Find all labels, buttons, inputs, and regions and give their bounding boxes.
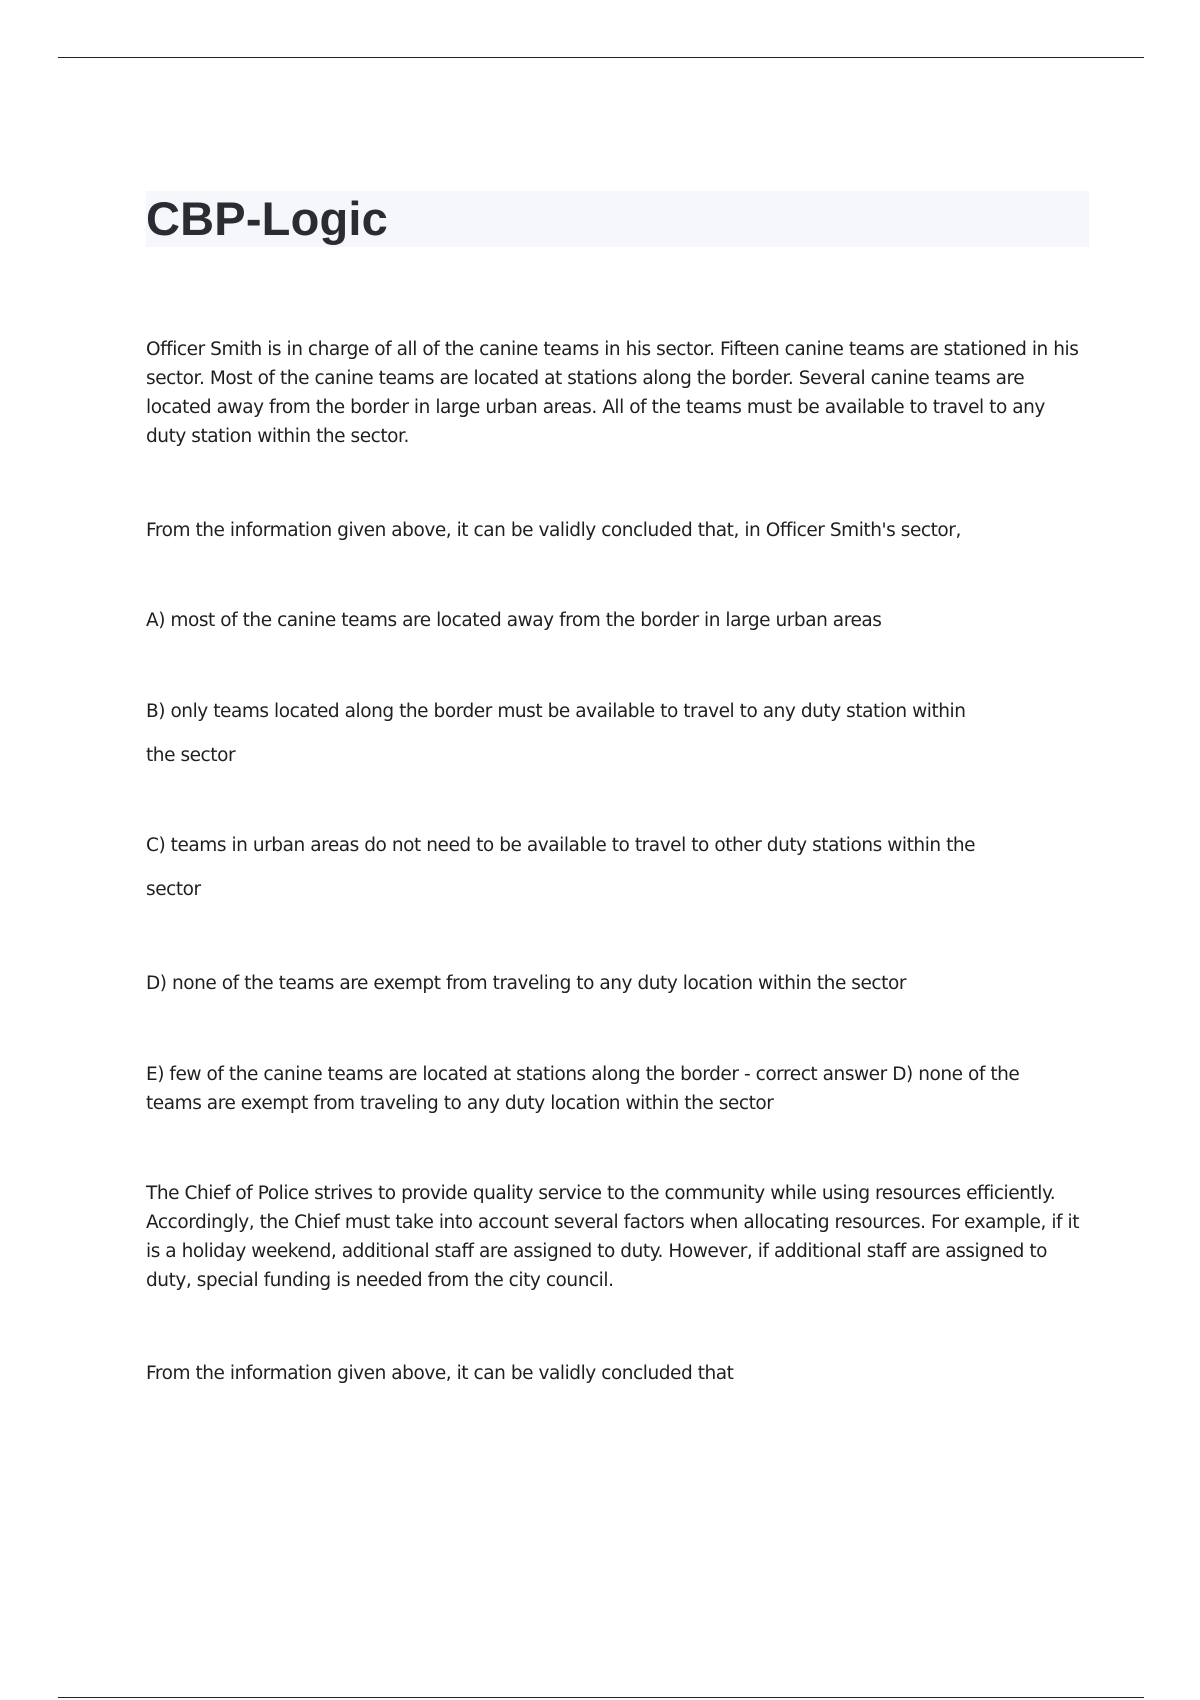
- question-1-prompt: From the information given above, it can be validly concluded that, in Officer Smith's sector,: [146, 520, 961, 541]
- option-c: C) teams in urban areas do not need to be available to travel to other duty stations within the sector: [146, 835, 976, 900]
- document-title: CBP-Logic: [146, 192, 389, 245]
- question-1-passage: Officer Smith is in charge of all of the canine teams in his sector. Fifteen canine teams are stationed in his sector. Most of the canine teams are located at stations along the border. Several canine teams are located away from the border in large urban areas. All of the teams must be available to travel to any duty station within the sector.: [146, 339, 1079, 447]
- bottom-rule: [58, 1697, 1144, 1698]
- option-e-with-answer: E) few of the canine teams are located at stations along the border - correct answer D) none of the teams are exempt from traveling to any duty location within the sector: [146, 1064, 1020, 1114]
- top-rule: [58, 57, 1144, 58]
- option-d: D) none of the teams are exempt from traveling to any duty location within the sector: [146, 973, 906, 994]
- question-2-passage: The Chief of Police strives to provide quality service to the community while using resources efficiently. Accordingly, the Chief must take into account several factors when allocating resources. For example, if it is a holiday weekend, additional staff are assigned to duty. However, if additional staff are assigned to duty, special funding is needed from the city council.: [146, 1183, 1080, 1291]
- question-2-prompt: From the information given above, it can be validly concluded that: [146, 1363, 734, 1384]
- option-b: B) only teams located along the border must be available to travel to any duty station within the sector: [146, 701, 966, 766]
- option-a: A) most of the canine teams are located away from the border in large urban areas: [146, 610, 882, 631]
